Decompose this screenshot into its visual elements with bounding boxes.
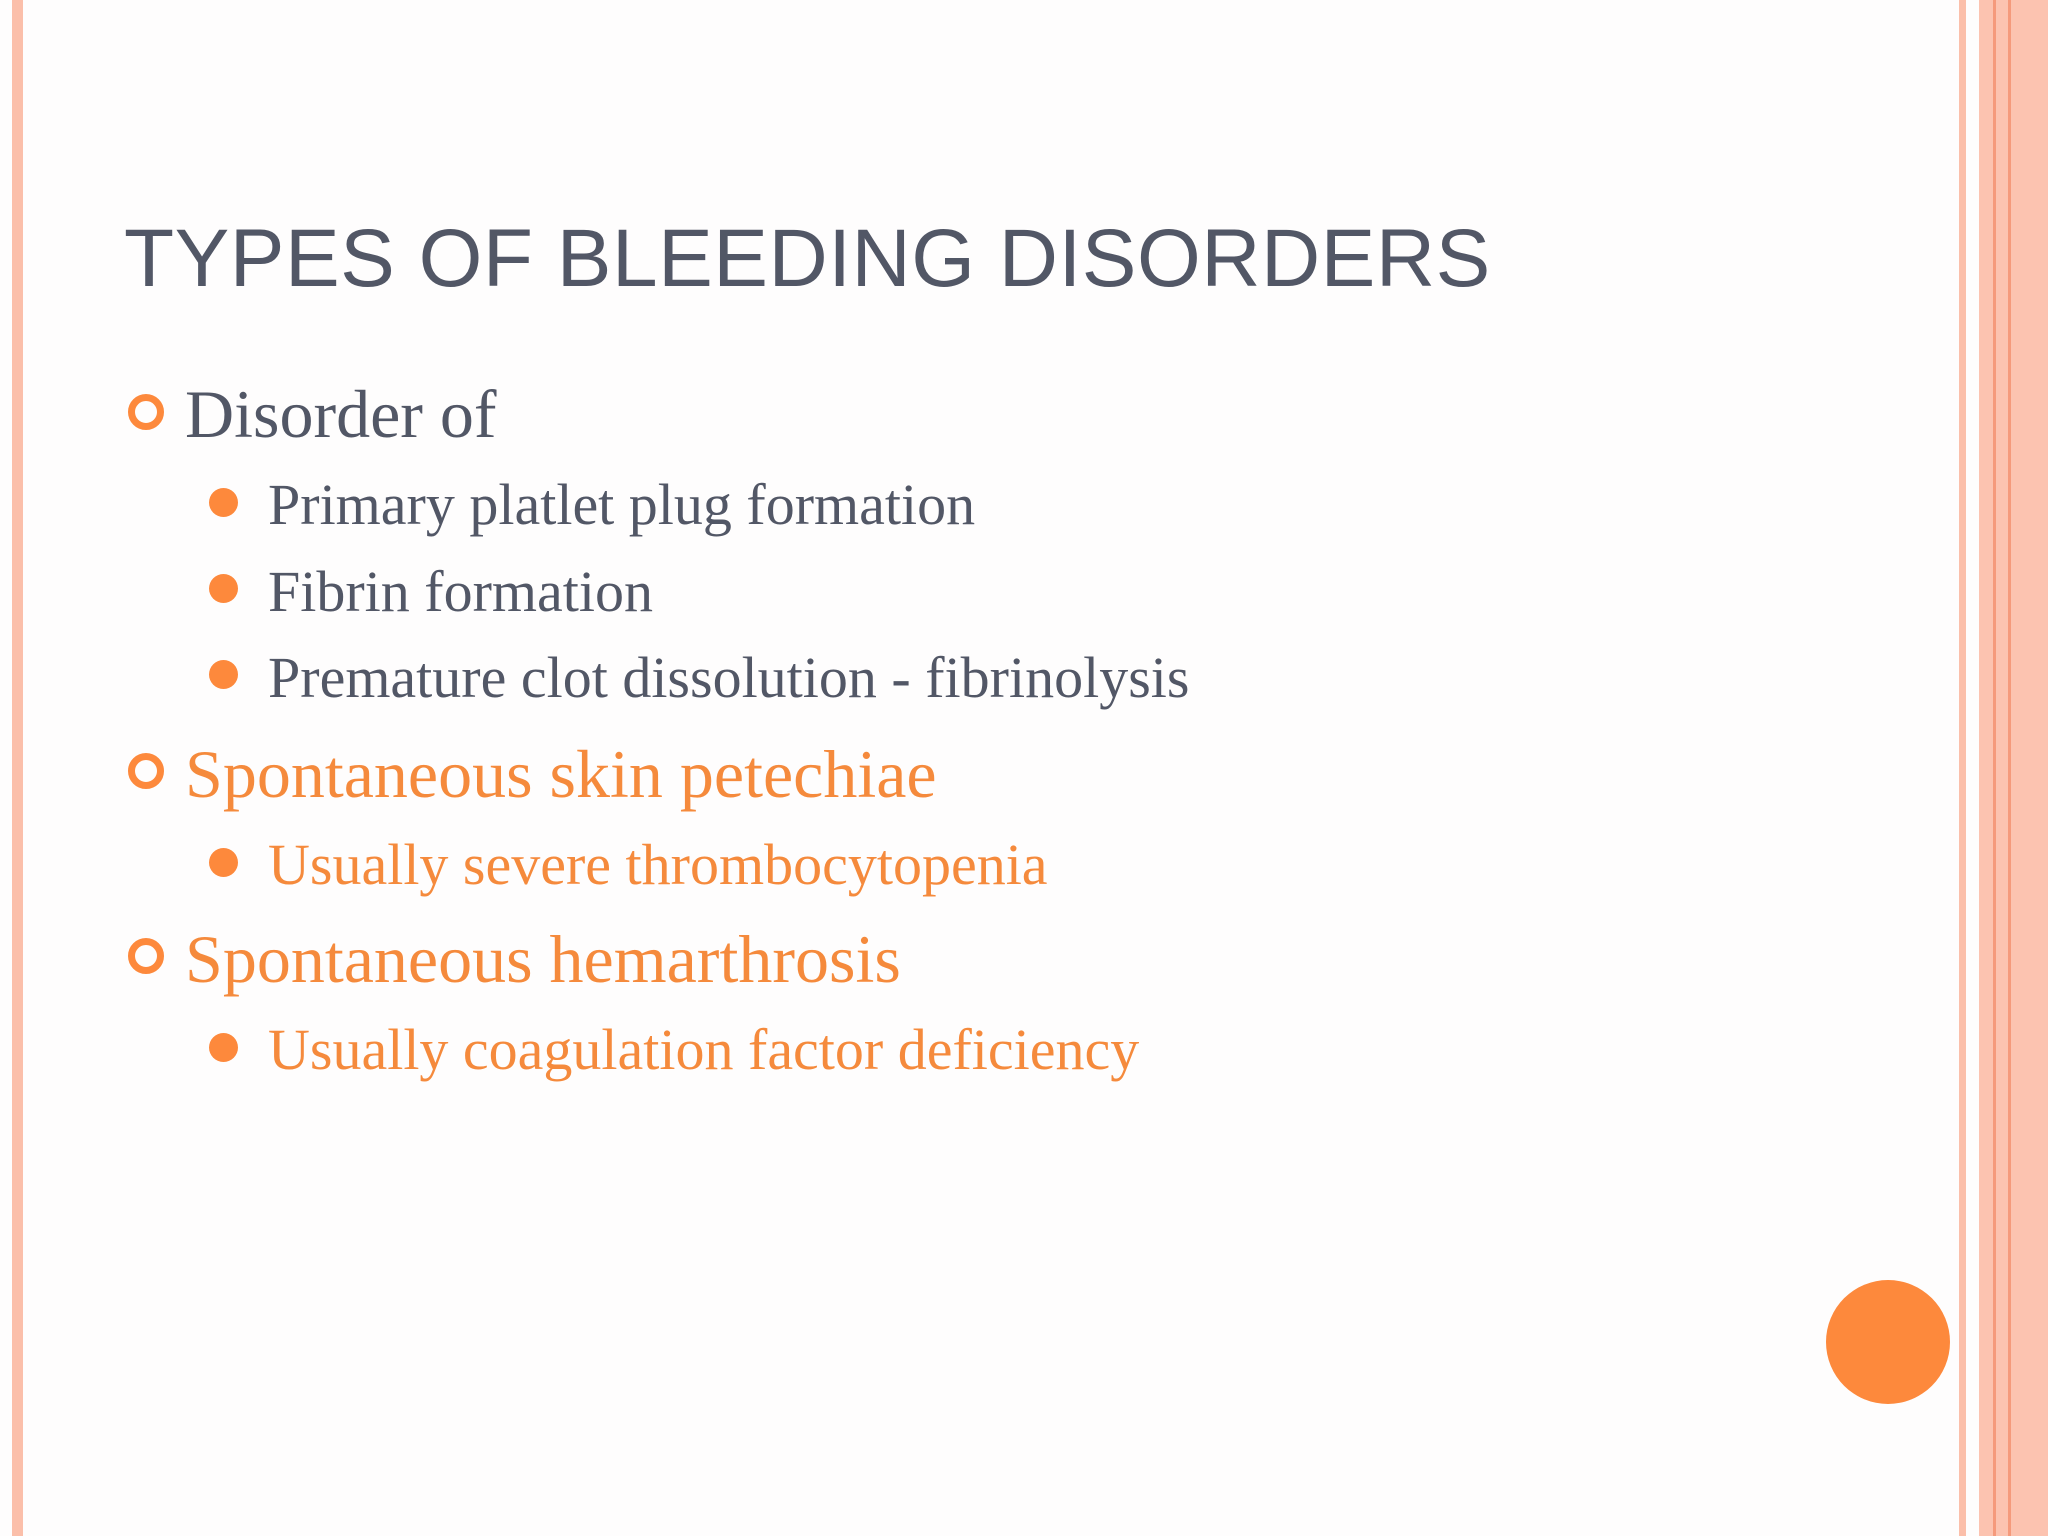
sub-bullet-item: Usually coagulation factor deficiency [268, 1017, 1140, 1082]
sub-bullet-item: Primary platlet plug formation [268, 472, 976, 537]
sub-bullet-item: Premature clot dissolution - fibrinolysis [268, 645, 1190, 710]
slide-title: TYPES OF BLEEDING DISORDERS [124, 213, 1491, 304]
bullet-item: Spontaneous hemarthrosis [185, 921, 901, 997]
bullet-dot-icon [209, 488, 238, 517]
sub-bullet-item: Fibrin formation [268, 559, 654, 624]
bullet-dot-icon [209, 574, 238, 603]
sub-bullet-item: Usually severe thrombocytopenia [268, 832, 1048, 897]
bullet-item: Disorder of [185, 376, 497, 452]
bullet-ring-icon [128, 753, 164, 789]
bullet-ring-icon [128, 938, 164, 974]
bullet-item: Spontaneous skin petechiae [185, 736, 937, 812]
bullet-ring-icon [128, 394, 164, 430]
bullet-dot-icon [209, 848, 238, 877]
bullet-dot-icon [209, 660, 238, 689]
bullet-dot-icon [209, 1033, 238, 1062]
